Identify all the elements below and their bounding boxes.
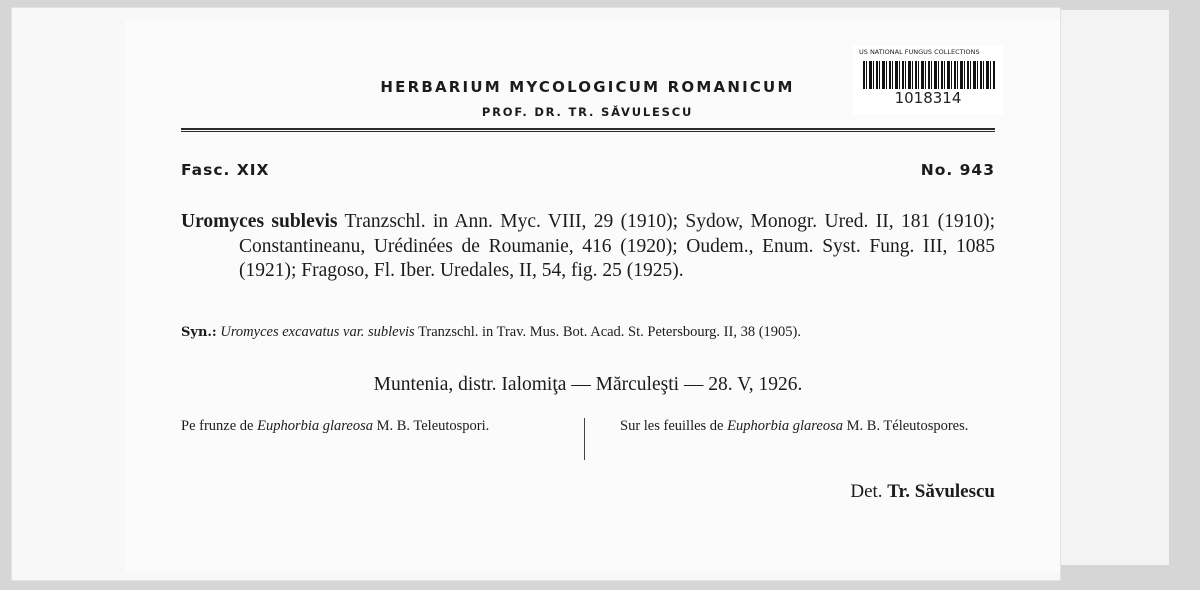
fascicle-label: Fasc. XIX [181,161,270,179]
determiner-name: Tr. Săvulescu [887,481,995,502]
collection-locality: Muntenia, distr. Ialomiţa — Mărculeşti — 28. V, 1926. [373,374,803,395]
host-ro-genus: Euphorbia glareosa [257,418,373,434]
barcode-icon [863,61,995,89]
synonym-label: Syn.: [181,325,217,340]
synonym-name: Uromyces excavatus var. sublevis [220,324,415,340]
host-romanian [181,418,551,435]
barcode-sticker [853,45,1003,115]
synonym-text: Tranzschl. in Trav. Mus. Bot. Acad. St. Petersbourg. II, 38 (1905). [414,324,801,340]
species-name: Uromyces sublevis [181,211,338,232]
citation-text: Tranzschl. in Ann. Myc. VIII, 29 (1910); Sydow, Monogr. Ured. II, 181 (1910); Constantineanu, Urédinées de Roumanie, 416 (1920); Oudem., Enum. Syst. Fung. III, 1085 (1921); Fragoso, Fl. Iber. Uredales, II, 54, fig. 25 (1925). [239,211,995,281]
header-rule [181,128,995,132]
species-citation [181,210,995,284]
herbarium-subtitle: PROF. DR. TR. SĂVULESCU [481,105,694,119]
barcode-caption: US NATIONAL FUNGUS COLLECTIONS [859,48,980,56]
host-fr-prefix: Sur les feuilles de [620,418,728,434]
host-ro-suffix: M. B. Teleutospori. [372,418,490,434]
host-fr-genus: Euphorbia glareosa [727,418,843,434]
determiner [850,481,995,503]
determiner-prefix: Det. [850,481,888,502]
host-fr-suffix: M. B. Téleutospores. [843,418,969,434]
herbarium-title: HERBARIUM MYCOLOGICUM ROMANICUM [380,78,795,96]
barcode-number: 1018314 [894,89,962,107]
specimen-number: No. 943 [920,161,995,179]
synonym-citation [181,324,995,342]
column-divider [584,418,585,460]
host-french [620,418,990,435]
host-ro-prefix: Pe frunze de [181,418,258,434]
